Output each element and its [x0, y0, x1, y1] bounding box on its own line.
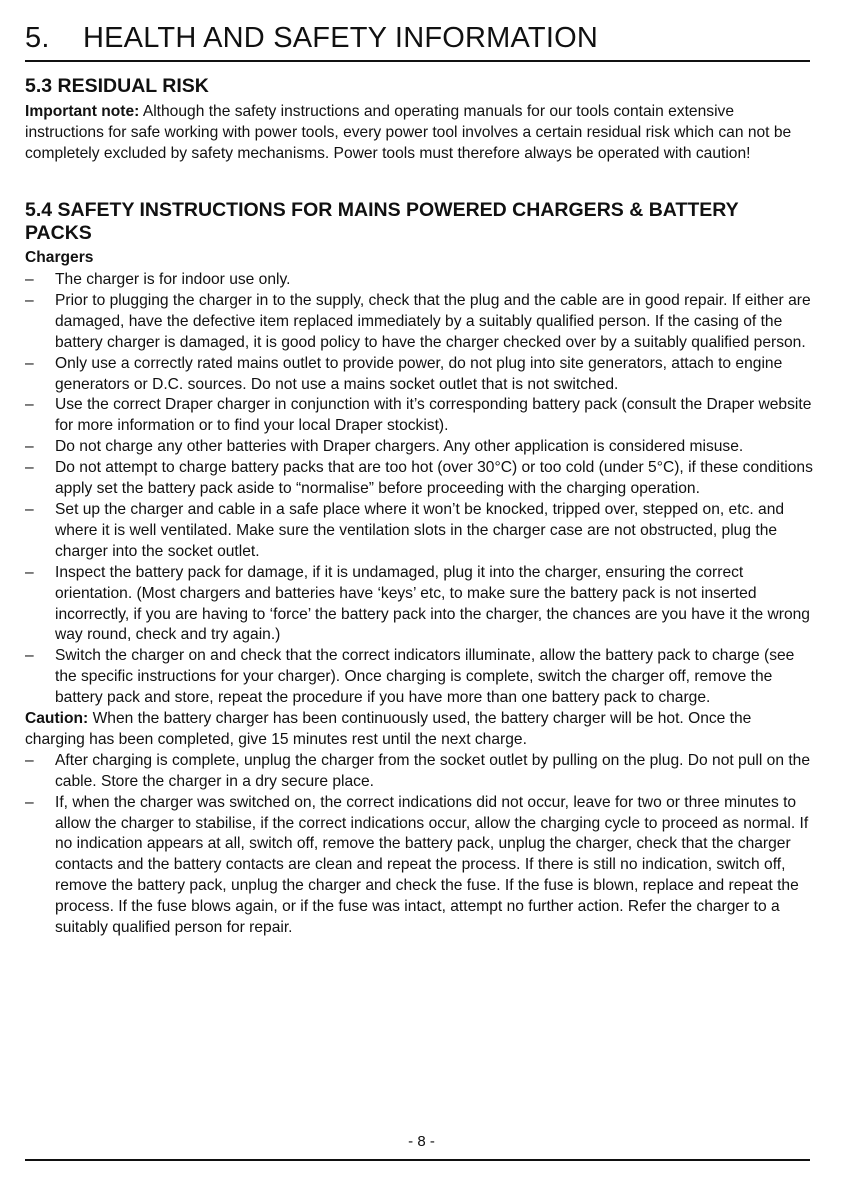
list-item-text: Inspect the battery pack for damage, if it is undamaged, plug it into the charger, ensuring the correct orientation. (Most chargers and batteries have ‘keys’ etc, to make sure the battery pack is not inserted incorrectly, if you are having to ‘force’ the battery pack into the charger, the chances are you have it the wrong way round, check and try again.)	[55, 563, 810, 644]
chargers-instructions	[25, 270, 815, 939]
instruction-list	[25, 270, 815, 709]
list-item	[25, 646, 815, 709]
list-item-text: Do not charge any other batteries with Draper chargers. Any other application is considered misuse.	[55, 438, 744, 456]
page-title	[25, 18, 810, 58]
section-title: HEALTH AND SAFETY INFORMATION	[83, 22, 598, 54]
list-item	[25, 395, 815, 437]
list-item-text: Do not attempt to charge battery packs that are too hot (over 30°C) or too cold (under 5°C), if these conditions apply set the battery pack aside to “normalise” before proceeding with the charging operation.	[55, 459, 813, 498]
important-note-text: Although the safety instructions and operating manuals for our tools contain extensive instructions for safe working with power tools, every power tool involves a certain residual risk which can not be completely excluded by safety mechanisms. Power tools must therefore always be operated with caution!	[25, 103, 792, 162]
caution-label: Caution:	[25, 710, 89, 728]
chargers-subheading: Chargers	[25, 249, 94, 266]
list-item-text: Set up the charger and cable in a safe place where it won’t be knocked, tripped over, stepped on, etc. and where it is well ventilated. Make sure the ventilation slots in the charger case are not obstructed, plug the charger into the socket outlet.	[55, 500, 785, 560]
list-item	[25, 793, 815, 939]
list-dash: –	[25, 647, 34, 665]
list-item-text: Prior to plugging the charger in to the supply, check that the plug and the cable are in good repair. If either are damaged, have the defective item replaced immediately by a suitably qualified person. If the casing of the battery charger is damaged, it is good policy to have the charger checked over by a suitably qualified person.	[55, 291, 811, 351]
list-item	[25, 291, 815, 354]
footer-divider	[25, 1159, 810, 1161]
list-dash: –	[25, 793, 34, 811]
list-item-text: After charging is complete, unplug the charger from the socket outlet by pulling on the plug. Do not pull on the cable. Store the charger in a dry secure place.	[55, 751, 811, 790]
list-item-text: If, when the charger was switched on, the correct indications did not occur, leave for two or three minutes to allow the charger to stabilise, if the correct indications occur, allow the charging cycle to proceed as normal. If no indication appears at all, switch off, remove the battery pack, unplug the charger, check that the charger contacts and the battery contacts are clean and repeat the process. If there is still no indication, switch off, remove the battery pack, unplug the charger and check the fuse. If the fuse is blown, replace and repeat the process. If the fuse blows again, or if the fuse was intact, attempt no further action. Refer the charger to a suitably qualified person for repair.	[55, 793, 809, 937]
list-item-text: The charger is for indoor use only.	[55, 271, 291, 288]
list-item-text: Switch the charger on and check that the correct indicators illuminate, allow the battery pack to charge (see the specific instructions for your charger). Once charging is complete, switch the charger off, remove the battery pack and store, repeat the procedure if you have more than one battery pack to charge.	[55, 647, 795, 707]
list-item	[25, 458, 815, 500]
list-item	[25, 563, 815, 647]
header-divider	[25, 60, 810, 62]
list-dash: –	[25, 500, 34, 518]
list-dash: –	[25, 751, 34, 769]
section-number: 5.	[25, 22, 50, 54]
important-note-label: Important note:	[25, 103, 140, 120]
list-item	[25, 354, 815, 396]
caution-paragraph	[25, 709, 815, 751]
caution-text: When the battery charger has been continuously used, the battery charger will be hot. Once the charging has been completed, give 15 minutes rest until the next charge.	[25, 710, 752, 748]
list-item-text: Use the correct Draper charger in conjunction with it’s corresponding battery pack (consult the Draper website for more information or to find your local Draper stockist).	[55, 396, 812, 435]
list-dash: –	[25, 396, 34, 414]
list-dash: –	[25, 291, 34, 309]
list-item-text: Only use a correctly rated mains outlet to provide power, do not plug into site generators, attach to engine generators or D.C. sources. Do not use a mains socket outlet that is not switched.	[55, 354, 783, 393]
list-item	[25, 437, 815, 458]
list-item	[25, 751, 815, 793]
residual-risk-heading: 5.3 RESIDUAL RISK	[25, 75, 209, 97]
list-dash: –	[25, 563, 34, 581]
residual-risk-paragraph	[25, 102, 815, 164]
list-dash: –	[25, 271, 34, 288]
page-number: - 8 -	[408, 1133, 435, 1150]
instruction-list-after	[25, 751, 815, 939]
chargers-section-heading: 5.4 SAFETY INSTRUCTIONS FOR MAINS POWERED CHARGERS & BATTERY PACKS	[25, 199, 739, 244]
list-item	[25, 270, 815, 291]
list-dash: –	[25, 438, 34, 456]
list-dash: –	[25, 459, 34, 477]
list-item	[25, 500, 815, 563]
list-dash: –	[25, 354, 34, 372]
page-body	[25, 18, 813, 937]
